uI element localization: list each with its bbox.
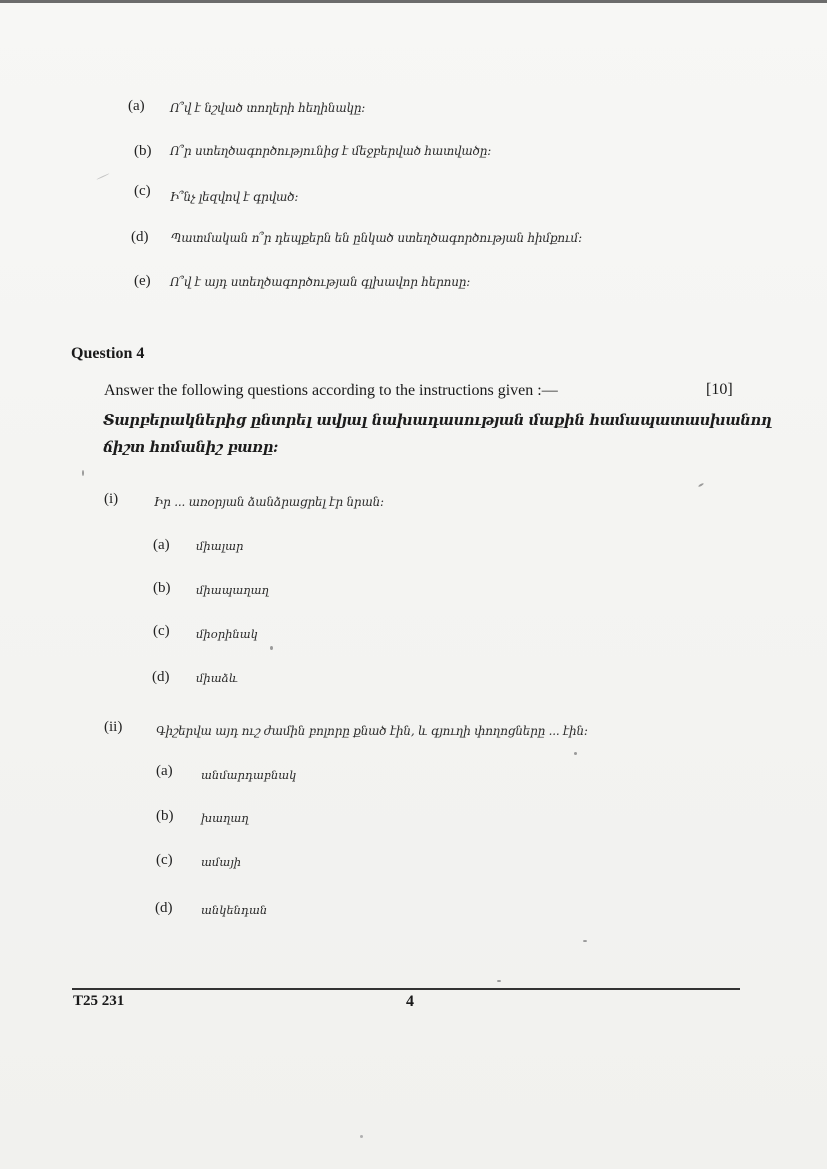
scan-mark xyxy=(698,483,704,488)
subquestion-i-text: Իր ... առօրյան ձանձրացրել էր նրան: xyxy=(154,495,384,509)
option-ii-b-label: (b) xyxy=(156,808,174,824)
scan-mark xyxy=(497,980,501,982)
top-item-a-text: Ո՞վ է նշված տողերի հեղինակը: xyxy=(170,101,366,115)
footer-divider xyxy=(72,988,740,990)
top-item-c-text: Ի՞նչ լեզվով է գրված: xyxy=(170,190,299,204)
footer-exam-code: T25 231 xyxy=(73,993,125,1009)
option-ii-d-label: (d) xyxy=(155,900,173,916)
subquestion-ii-label: (ii) xyxy=(104,719,123,735)
armenian-instruction-line1: Տարբերակներից ընտրել ավյալ նախադասության մաքին համապատասխանող xyxy=(103,412,772,429)
subquestion-i-label: (i) xyxy=(104,491,119,507)
option-ii-c-label: (c) xyxy=(156,852,173,868)
option-i-c-label: (c) xyxy=(153,623,170,639)
page-top-edge xyxy=(0,0,827,3)
option-ii-a-text: անմարդաբնակ xyxy=(201,768,297,782)
option-ii-a-label: (a) xyxy=(156,763,173,779)
armenian-instruction-line2: ճիշտ հոմանիշ բառը: xyxy=(103,439,279,456)
top-item-e-label: (e) xyxy=(134,273,151,289)
option-i-a-text: միալար xyxy=(196,539,244,553)
footer-page-number: 4 xyxy=(406,993,414,1010)
scan-mark xyxy=(583,940,587,942)
question-marks: [10] xyxy=(706,381,733,398)
question-title: Question 4 xyxy=(71,345,145,362)
top-item-e-text: Ո՞վ է այդ ստեղծագործության գլխավոր հերոսը: xyxy=(170,275,471,289)
question-instruction: Answer the following questions according to the instructions given :— xyxy=(104,382,558,399)
scan-mark xyxy=(360,1135,363,1138)
scan-mark xyxy=(574,752,577,755)
option-i-b-text: միապաղաղ xyxy=(196,583,269,597)
top-item-b-label: (b) xyxy=(134,143,152,159)
top-item-a-label: (a) xyxy=(128,98,145,114)
option-ii-d-text: անկենդան xyxy=(201,903,268,917)
option-i-d-label: (d) xyxy=(152,669,170,685)
subquestion-ii-text: Գիշերվա այդ ուշ ժամին բոլորը քնած էին, և գյուղի փողոցները ... էին: xyxy=(156,724,588,738)
option-i-b-label: (b) xyxy=(153,580,171,596)
top-item-c-label: (c) xyxy=(134,183,151,199)
option-i-c-text: միօրինակ xyxy=(196,627,258,641)
scan-mark xyxy=(270,646,273,650)
scan-mark xyxy=(82,470,84,476)
top-item-b-text: Ո՞ր ստեղծագործությունից է մեջբերված հատվածը: xyxy=(170,144,492,158)
top-item-d-label: (d) xyxy=(131,229,149,245)
top-item-d-text: Պատմական ո՞ր դեպքերն են ընկած ստեղծագործության հիմքում: xyxy=(171,231,582,245)
option-i-a-label: (a) xyxy=(153,537,170,553)
option-ii-c-text: ամայի xyxy=(201,855,242,869)
option-i-d-text: միաձև xyxy=(196,671,238,685)
scan-mark xyxy=(96,173,109,180)
option-ii-b-text: խաղաղ xyxy=(201,811,249,825)
